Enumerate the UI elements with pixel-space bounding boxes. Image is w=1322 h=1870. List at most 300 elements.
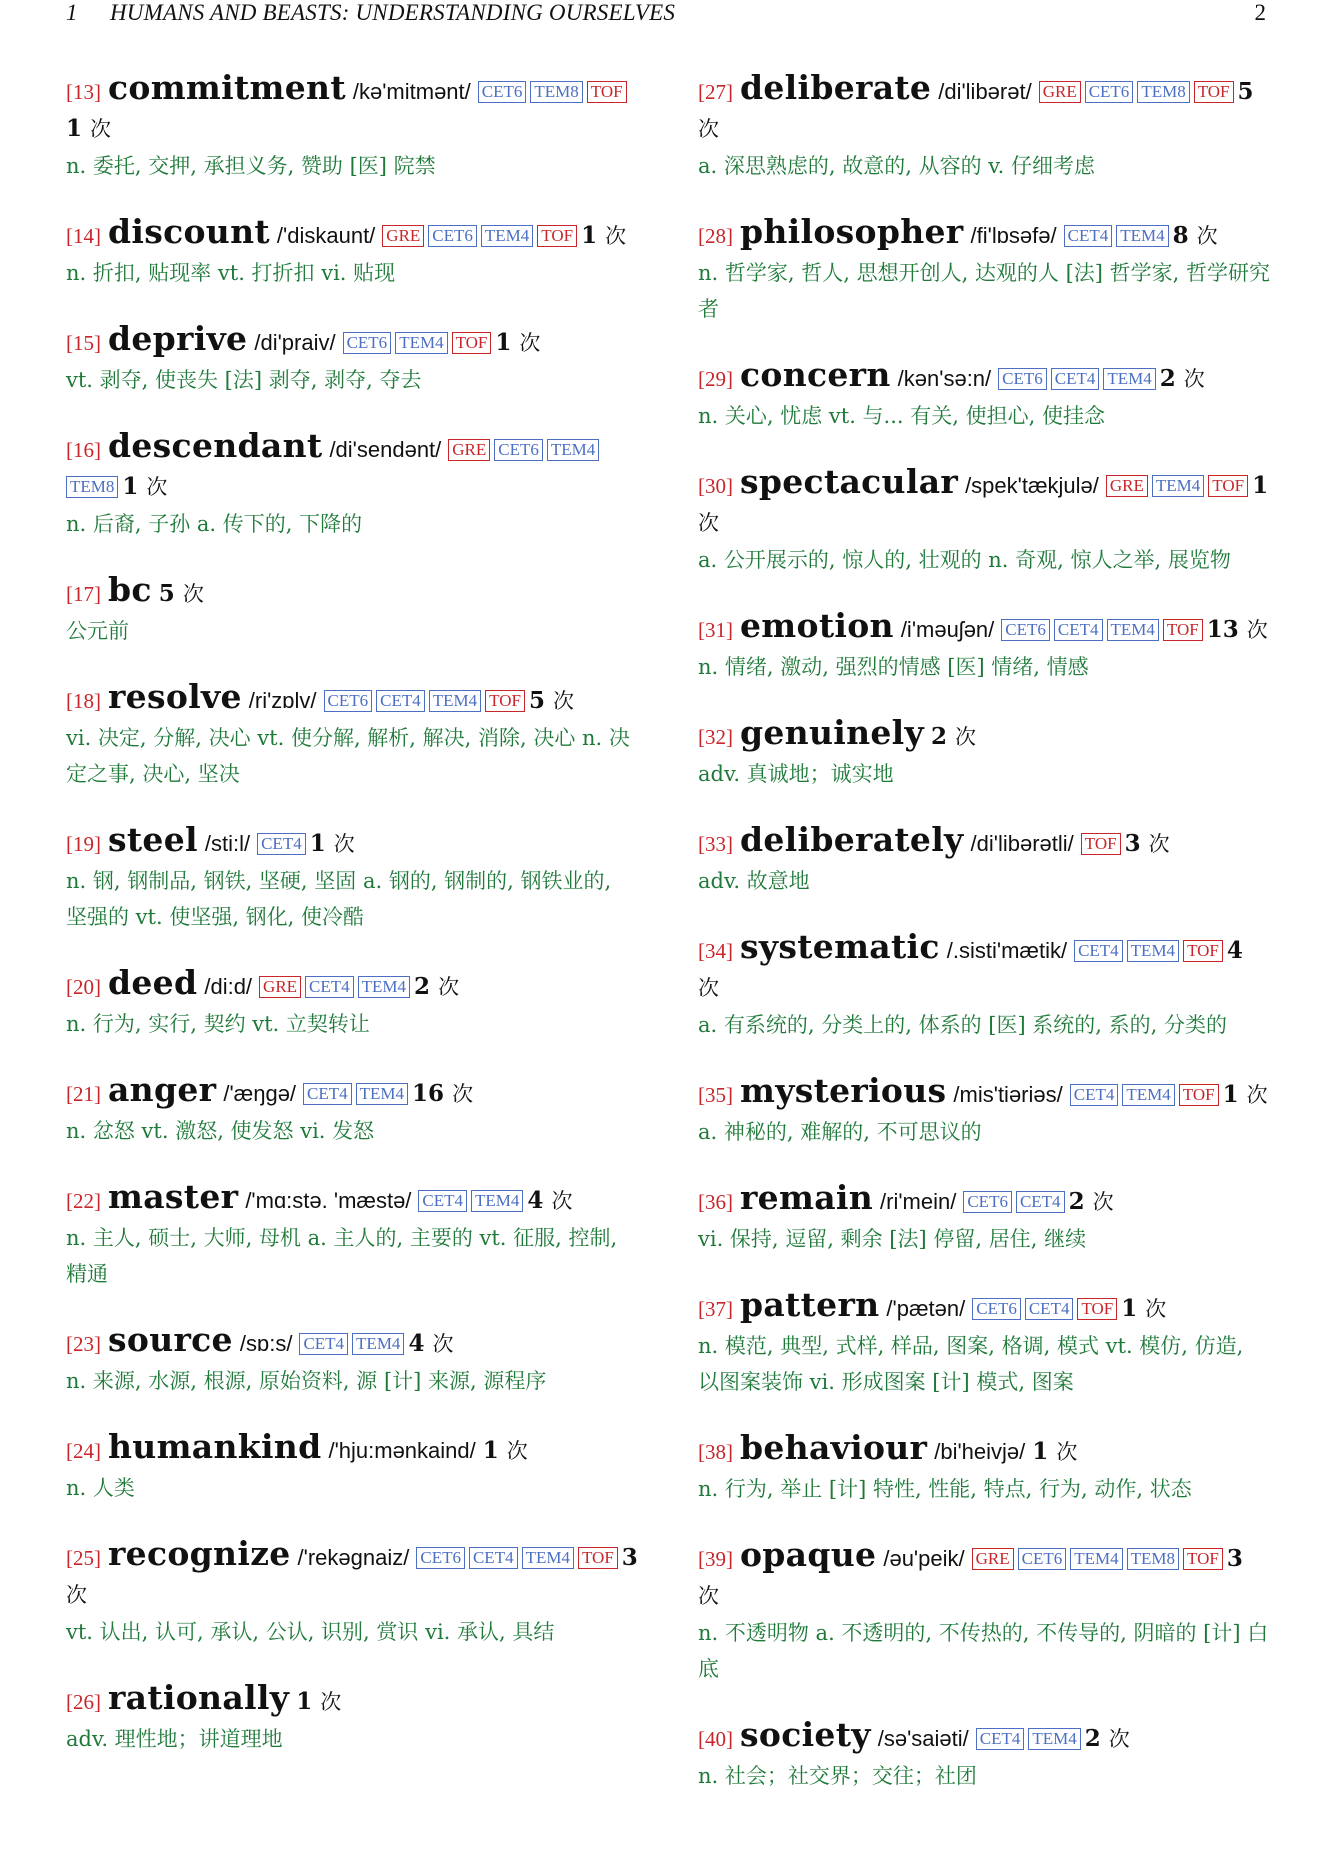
entry-word: recognize xyxy=(108,1534,291,1573)
entry-definition: adv. 真诚地；诚实地 xyxy=(698,762,894,786)
count-unit: 次 xyxy=(90,117,112,141)
count-number: 8 xyxy=(1172,222,1189,249)
entry-index: [39] xyxy=(698,1547,733,1571)
page-number-right: 2 xyxy=(1254,0,1266,25)
entry-word: master xyxy=(108,1177,239,1216)
exam-tag: CET4 xyxy=(1074,940,1123,962)
entry-word: systematic xyxy=(740,927,940,966)
entry-definition: a. 有系统的, 分类上的, 体系的 [医] 系统的, 系的, 分类的 xyxy=(698,1013,1228,1037)
entry-headline xyxy=(698,929,1270,1007)
entry-word: source xyxy=(108,1320,233,1359)
entry-word: spectacular xyxy=(740,462,959,501)
entry-definition: vi. 保持, 逗留, 剩余 [法] 停留, 居住, 继续 xyxy=(698,1227,1087,1251)
entry-phonetic: /kən'sə:n/ xyxy=(897,366,992,391)
entry-definition: vt. 认出, 认可, 承认, 公认, 识别, 赏识 vi. 承认, 具结 xyxy=(66,1620,555,1644)
entry-definition: n. 人类 xyxy=(66,1476,135,1500)
count-number: 1 xyxy=(1252,472,1269,499)
count-unit: 次 xyxy=(1108,1727,1130,1751)
entry-definition: n. 情绪, 激动, 强烈的情感 [医] 情绪, 情感 xyxy=(698,655,1089,679)
count-number: 5 xyxy=(528,687,545,714)
entry-word: resolve xyxy=(108,677,242,716)
entry-word: remain xyxy=(740,1178,874,1217)
count-unit: 次 xyxy=(1145,1297,1167,1321)
entry-word: emotion xyxy=(740,606,894,645)
entry-definition: adv. 理性地；讲道理地 xyxy=(66,1727,283,1751)
count-unit: 次 xyxy=(1092,1190,1114,1214)
vocab-entry xyxy=(698,464,1270,578)
entry-definition: n. 后裔, 子孙 a. 传下的, 下降的 xyxy=(66,512,363,536)
entry-headline xyxy=(698,214,1270,255)
entry-index: [37] xyxy=(698,1297,733,1321)
count-number: 2 xyxy=(931,723,948,750)
count-unit: 次 xyxy=(605,224,627,248)
count-unit: 次 xyxy=(1246,1083,1268,1107)
entry-word: genuinely xyxy=(740,713,924,752)
occurrence-count xyxy=(412,1080,473,1107)
entry-headline xyxy=(698,1537,1270,1615)
entry-index: [22] xyxy=(66,1189,101,1213)
count-unit: 次 xyxy=(955,725,977,749)
occurrence-count xyxy=(1223,1081,1268,1108)
entry-phonetic: /di'praiv/ xyxy=(254,330,336,355)
entry-definition: n. 不透明物 a. 不透明的, 不传热的, 不传导的, 阴暗的 [计] 白底 xyxy=(698,1621,1269,1681)
vocab-entry xyxy=(698,214,1270,327)
entry-headline xyxy=(698,1180,1270,1221)
entry-phonetic: /'mɑ:stə. 'mæstə/ xyxy=(245,1188,412,1213)
entry-phonetic: /sti:l/ xyxy=(204,831,251,856)
occurrence-count xyxy=(408,1330,453,1357)
entry-index: [16] xyxy=(66,438,101,462)
entry-word: rationally xyxy=(108,1678,290,1717)
exam-tag: CET4 xyxy=(1070,1084,1119,1106)
exam-tag: CET4 xyxy=(1054,619,1103,641)
right-column xyxy=(698,70,1270,1824)
exam-tag: CET6 xyxy=(478,81,527,103)
entry-definition: a. 公开展示的, 惊人的, 壮观的 n. 奇观, 惊人之举, 展览物 xyxy=(698,548,1231,572)
entry-index: [38] xyxy=(698,1440,733,1464)
count-number: 16 xyxy=(412,1080,445,1107)
vocab-entry xyxy=(66,572,638,649)
entry-definition: n. 忿怒 vt. 激怒, 使发怒 vi. 发怒 xyxy=(66,1119,375,1143)
entry-index: [36] xyxy=(698,1190,733,1214)
entry-word: philosopher xyxy=(740,212,964,251)
entry-phonetic: /'æŋgə/ xyxy=(223,1081,297,1106)
exam-tag: TEM4 xyxy=(471,1190,523,1212)
occurrence-count xyxy=(527,1187,572,1214)
entry-word: steel xyxy=(108,820,198,859)
vocab-entry xyxy=(66,214,638,291)
exam-tag: CET4 xyxy=(257,833,306,855)
exam-tag: CET6 xyxy=(494,439,543,461)
entry-phonetic: /.sisti'mætik/ xyxy=(946,938,1068,963)
occurrence-count xyxy=(529,687,574,714)
exam-tag: TEM8 xyxy=(66,476,118,498)
entry-headline xyxy=(66,1429,638,1470)
vocab-entry xyxy=(66,1536,638,1650)
exam-tag: TOF xyxy=(485,690,525,712)
entry-headline xyxy=(698,1717,1270,1758)
exam-tag: TEM4 xyxy=(547,439,599,461)
entry-phonetic: /ri'zɒlv/ xyxy=(248,688,317,713)
entry-definition: n. 折扣, 贴现率 vt. 打折扣 vi. 贴现 xyxy=(66,261,396,285)
entry-phonetic: /i'məuʃən/ xyxy=(900,617,995,642)
occurrence-count xyxy=(1207,616,1268,643)
exam-tag: CET4 xyxy=(418,1190,467,1212)
entry-index: [21] xyxy=(66,1082,101,1106)
entry-headline xyxy=(66,1680,638,1721)
entry-phonetic: /'pætən/ xyxy=(886,1296,966,1321)
exam-tag: CET6 xyxy=(343,332,392,354)
count-number: 13 xyxy=(1206,616,1239,643)
entry-phonetic: /'diskaunt/ xyxy=(276,223,376,248)
vocab-entry xyxy=(66,428,638,542)
entry-phonetic: /ri'mein/ xyxy=(880,1189,957,1214)
occurrence-count xyxy=(581,222,626,249)
count-unit: 次 xyxy=(452,1082,474,1106)
entry-definition: n. 关心, 忧虑 vt. 与... 有关, 使担心, 使挂念 xyxy=(698,404,1105,428)
count-unit: 次 xyxy=(506,1439,528,1463)
exam-tag: CET4 xyxy=(1064,225,1113,247)
exam-tag: TEM8 xyxy=(1127,1548,1179,1570)
exam-tag: TOF xyxy=(1183,1548,1223,1570)
vocab-entry xyxy=(698,1717,1270,1794)
exam-tag: TOF xyxy=(452,332,492,354)
occurrence-count xyxy=(931,723,976,750)
count-number: 1 xyxy=(1032,1438,1049,1465)
vocab-entry xyxy=(698,929,1270,1043)
exam-tag: TOF xyxy=(1081,833,1121,855)
entry-phonetic: /'hju:mənkaind/ xyxy=(328,1438,476,1463)
count-unit: 次 xyxy=(553,689,574,713)
exam-tag: CET6 xyxy=(1018,1548,1067,1570)
entry-definition: a. 深思熟虑的, 故意的, 从容的 v. 仔细考虑 xyxy=(698,154,1095,178)
occurrence-count xyxy=(159,580,204,607)
running-title: HUMANS AND BEASTS: UNDERSTANDING OURSELVES xyxy=(110,0,676,25)
count-unit: 次 xyxy=(698,117,719,141)
exam-tag: CET4 xyxy=(299,1333,348,1355)
vocab-entry xyxy=(698,70,1270,184)
entry-phonetic: /mis'tiəriəs/ xyxy=(953,1082,1063,1107)
exam-tag: CET4 xyxy=(303,1083,352,1105)
count-number: 3 xyxy=(621,1544,638,1571)
entry-index: [18] xyxy=(66,689,101,713)
vocab-entry xyxy=(698,1073,1270,1150)
exam-tag: CET6 xyxy=(972,1298,1021,1320)
entry-word: bc xyxy=(108,570,152,609)
exam-tag: TOF xyxy=(1208,475,1248,497)
exam-tag: TOF xyxy=(578,1547,618,1569)
entry-word: behaviour xyxy=(740,1428,928,1467)
entry-definition: n. 来源, 水源, 根源, 原始资料, 源 [计] 来源, 源程序 xyxy=(66,1369,547,1393)
entry-definition: n. 行为, 举止 [计] 特性, 性能, 特点, 行为, 动作, 状态 xyxy=(698,1477,1192,1501)
vocab-entry xyxy=(698,608,1270,685)
entry-definition: n. 社会；社交界；交往；社团 xyxy=(698,1764,977,1788)
entry-phonetic: /'rekəgnaiz/ xyxy=(297,1545,410,1570)
entry-index: [35] xyxy=(698,1083,733,1107)
count-unit: 次 xyxy=(432,1332,454,1356)
entry-headline xyxy=(698,1073,1270,1114)
entry-index: [24] xyxy=(66,1439,101,1463)
count-number: 2 xyxy=(414,973,431,1000)
count-unit: 次 xyxy=(698,1584,719,1608)
occurrence-count xyxy=(1125,830,1170,857)
occurrence-count xyxy=(1032,1438,1077,1465)
left-column xyxy=(66,70,638,1787)
vocab-entry xyxy=(698,822,1270,899)
exam-tag: CET4 xyxy=(376,690,425,712)
entry-index: [23] xyxy=(66,1332,101,1356)
count-unit: 次 xyxy=(698,511,719,535)
entry-word: commitment xyxy=(108,68,346,107)
entry-headline xyxy=(698,608,1270,649)
entry-index: [14] xyxy=(66,224,101,248)
entry-index: [19] xyxy=(66,832,101,856)
entry-phonetic: /bi'heivjə/ xyxy=(934,1439,1026,1464)
exam-tag: TEM4 xyxy=(1122,1084,1174,1106)
count-number: 5 xyxy=(158,580,175,607)
entry-headline xyxy=(698,70,1270,148)
exam-tag: GRE xyxy=(1039,81,1081,103)
exam-tag: CET4 xyxy=(469,1547,518,1569)
vocab-entry xyxy=(66,1179,638,1292)
count-unit: 次 xyxy=(1148,832,1170,856)
occurrence-count xyxy=(310,830,355,857)
count-number: 1 xyxy=(66,115,83,142)
entry-definition: adv. 故意地 xyxy=(698,869,810,893)
entry-headline xyxy=(698,357,1270,398)
page-header xyxy=(66,0,1266,30)
entry-word: concern xyxy=(740,355,891,394)
count-number: 4 xyxy=(1226,937,1243,964)
exam-tag: CET6 xyxy=(428,225,477,247)
entry-word: discount xyxy=(108,212,270,251)
entry-phonetic: /fi'lɒsəfə/ xyxy=(970,223,1057,248)
count-number: 1 xyxy=(581,222,598,249)
entry-index: [17] xyxy=(66,582,101,606)
exam-tag: CET6 xyxy=(998,368,1047,390)
exam-tag: TEM4 xyxy=(481,225,533,247)
exam-tag: CET6 xyxy=(1085,81,1134,103)
occurrence-count xyxy=(122,473,167,500)
count-number: 1 xyxy=(122,473,139,500)
entry-headline xyxy=(66,214,638,255)
entry-definition: vt. 剥夺, 使丧失 [法] 剥夺, 剥夺, 夺去 xyxy=(66,368,422,392)
exam-tag: TOF xyxy=(1163,619,1203,641)
exam-tag: TOF xyxy=(587,81,627,103)
entry-word: pattern xyxy=(740,1285,880,1324)
entry-index: [15] xyxy=(66,331,101,355)
vocab-entry xyxy=(698,715,1270,792)
entry-word: humankind xyxy=(108,1427,322,1466)
exam-tag: TEM8 xyxy=(1137,81,1189,103)
vocab-entry xyxy=(66,1322,638,1399)
entry-index: [40] xyxy=(698,1727,733,1751)
count-unit: 次 xyxy=(551,1189,573,1213)
vocab-entry xyxy=(66,70,638,184)
entry-headline xyxy=(66,679,638,720)
entry-word: opaque xyxy=(740,1535,877,1574)
occurrence-count xyxy=(296,1688,341,1715)
count-number: 2 xyxy=(1068,1188,1085,1215)
entry-definition: 公元前 xyxy=(66,619,129,643)
entry-definition: n. 委托, 交押, 承担义务, 赞助 [医] 院禁 xyxy=(66,154,436,178)
exam-tag: CET6 xyxy=(963,1191,1012,1213)
entry-index: [13] xyxy=(66,80,101,104)
count-unit: 次 xyxy=(66,1583,87,1607)
exam-tag: CET6 xyxy=(1001,619,1050,641)
entry-headline xyxy=(66,1072,638,1113)
exam-tag: CET6 xyxy=(416,1547,465,1569)
entry-index: [32] xyxy=(698,725,733,749)
exam-tag: CET4 xyxy=(976,1728,1025,1750)
entry-headline xyxy=(66,1179,638,1220)
entry-index: [29] xyxy=(698,367,733,391)
entry-headline xyxy=(66,321,638,362)
occurrence-count xyxy=(495,329,540,356)
count-unit: 次 xyxy=(1196,224,1218,248)
vocab-entry xyxy=(66,965,638,1042)
entry-index: [25] xyxy=(66,1546,101,1570)
exam-tag: TEM4 xyxy=(1103,368,1155,390)
vocab-entry xyxy=(698,1287,1270,1400)
entry-index: [20] xyxy=(66,975,101,999)
count-unit: 次 xyxy=(146,475,168,499)
count-number: 1 xyxy=(482,1437,499,1464)
entry-definition: n. 行为, 实行, 契约 vt. 立契转让 xyxy=(66,1012,370,1036)
entry-headline xyxy=(698,715,1270,756)
entry-index: [31] xyxy=(698,618,733,642)
entry-phonetic: /sə'saiəti/ xyxy=(877,1726,969,1751)
entry-word: mysterious xyxy=(740,1071,947,1110)
count-unit: 次 xyxy=(1246,618,1268,642)
count-number: 4 xyxy=(408,1330,425,1357)
entry-headline xyxy=(698,1287,1270,1328)
entry-phonetic: /di'libərət/ xyxy=(938,79,1032,104)
count-unit: 次 xyxy=(333,832,355,856)
exam-tag: TOF xyxy=(537,225,577,247)
entry-definition: n. 哲学家, 哲人, 思想开创人, 达观的人 [法] 哲学家, 哲学研究者 xyxy=(698,261,1271,321)
exam-tag: TEM4 xyxy=(356,1083,408,1105)
entry-headline xyxy=(698,822,1270,863)
count-unit: 次 xyxy=(1183,367,1205,391)
entry-index: [28] xyxy=(698,224,733,248)
count-number: 1 xyxy=(1222,1081,1239,1108)
occurrence-count xyxy=(1085,1725,1130,1752)
occurrence-count xyxy=(414,973,459,1000)
exam-tag: TEM4 xyxy=(1107,619,1159,641)
entry-word: society xyxy=(740,1715,871,1754)
vocab-entry xyxy=(66,679,638,792)
occurrence-count xyxy=(483,1437,528,1464)
exam-tag: TEM4 xyxy=(358,976,410,998)
count-number: 2 xyxy=(1159,365,1176,392)
count-number: 1 xyxy=(296,1688,313,1715)
exam-tag: TEM4 xyxy=(1116,225,1168,247)
exam-tag: TOF xyxy=(1179,1084,1219,1106)
count-unit: 次 xyxy=(1056,1440,1078,1464)
exam-tag: CET4 xyxy=(1025,1298,1074,1320)
exam-tag: GRE xyxy=(1106,475,1148,497)
entry-headline xyxy=(66,572,638,613)
vocab-entry xyxy=(66,1680,638,1757)
count-number: 2 xyxy=(1084,1725,1101,1752)
exam-tag: TEM4 xyxy=(1070,1548,1122,1570)
entry-word: descendant xyxy=(108,426,323,465)
entry-definition: a. 神秘的, 难解的, 不可思议的 xyxy=(698,1120,982,1144)
entry-index: [30] xyxy=(698,474,733,498)
count-number: 1 xyxy=(1121,1295,1138,1322)
entry-headline xyxy=(698,1430,1270,1471)
exam-tag: GRE xyxy=(448,439,490,461)
entry-index: [26] xyxy=(66,1690,101,1714)
entry-headline xyxy=(66,965,638,1006)
entry-word: anger xyxy=(108,1070,217,1109)
page-number-left: 1 xyxy=(66,0,78,25)
entry-index: [34] xyxy=(698,939,733,963)
exam-tag: TEM4 xyxy=(1028,1728,1080,1750)
entry-word: deed xyxy=(108,963,198,1002)
entry-phonetic: /di:d/ xyxy=(204,974,253,999)
occurrence-count xyxy=(1160,365,1205,392)
exam-tag: CET4 xyxy=(1016,1191,1065,1213)
exam-tag: TOF xyxy=(1077,1298,1117,1320)
entry-phonetic: /əu'peik/ xyxy=(883,1546,965,1571)
entry-headline xyxy=(66,428,638,506)
vocab-entry xyxy=(698,1430,1270,1507)
entry-word: deprive xyxy=(108,319,248,358)
entry-word: deliberately xyxy=(740,820,964,859)
count-unit: 次 xyxy=(519,331,541,355)
exam-tag: TEM4 xyxy=(522,1547,574,1569)
vocab-entry xyxy=(66,321,638,398)
exam-tag: GRE xyxy=(382,225,424,247)
vocab-entry xyxy=(698,1537,1270,1687)
entry-definition: n. 钢, 钢制品, 钢铁, 坚硬, 坚固 a. 钢的, 钢制的, 钢铁业的, 坚强的 vt. 使坚强, 钢化, 使冷酷 xyxy=(66,869,612,929)
entry-phonetic: /spek'tækjulə/ xyxy=(965,473,1099,498)
count-number: 5 xyxy=(1237,78,1254,105)
exam-tag: TEM4 xyxy=(352,1333,404,1355)
exam-tag: CET4 xyxy=(1051,368,1100,390)
exam-tag: CET6 xyxy=(324,690,373,712)
count-number: 3 xyxy=(1226,1545,1243,1572)
count-unit: 次 xyxy=(698,976,719,1000)
vocab-entry xyxy=(66,1072,638,1149)
entry-headline xyxy=(698,464,1270,542)
entry-phonetic: /di'sendənt/ xyxy=(329,437,442,462)
entry-phonetic: /kə'mitmənt/ xyxy=(352,79,471,104)
exam-tag: GRE xyxy=(972,1548,1014,1570)
entry-headline xyxy=(66,1322,638,1363)
count-number: 1 xyxy=(495,329,512,356)
count-number: 3 xyxy=(1124,830,1141,857)
exam-tag: TEM4 xyxy=(1127,940,1179,962)
count-unit: 次 xyxy=(320,1690,342,1714)
exam-tag: GRE xyxy=(259,976,301,998)
occurrence-count xyxy=(1069,1188,1114,1215)
entry-phonetic: /sɒ:s/ xyxy=(239,1331,293,1356)
entry-definition: n. 模范, 典型, 式样, 样品, 图案, 格调, 模式 vt. 模仿, 仿造, 以图案装饰 vi. 形成图案 [计] 模式, 图案 xyxy=(698,1334,1244,1394)
exam-tag: TOF xyxy=(1194,81,1234,103)
vocab-entry xyxy=(66,1429,638,1506)
count-number: 4 xyxy=(527,1187,544,1214)
entry-index: [27] xyxy=(698,80,733,104)
entry-index: [33] xyxy=(698,832,733,856)
vocab-entry xyxy=(66,822,638,935)
count-number: 1 xyxy=(309,830,326,857)
occurrence-count xyxy=(1173,222,1218,249)
exam-tag: TEM8 xyxy=(530,81,582,103)
vocab-entry xyxy=(698,357,1270,434)
